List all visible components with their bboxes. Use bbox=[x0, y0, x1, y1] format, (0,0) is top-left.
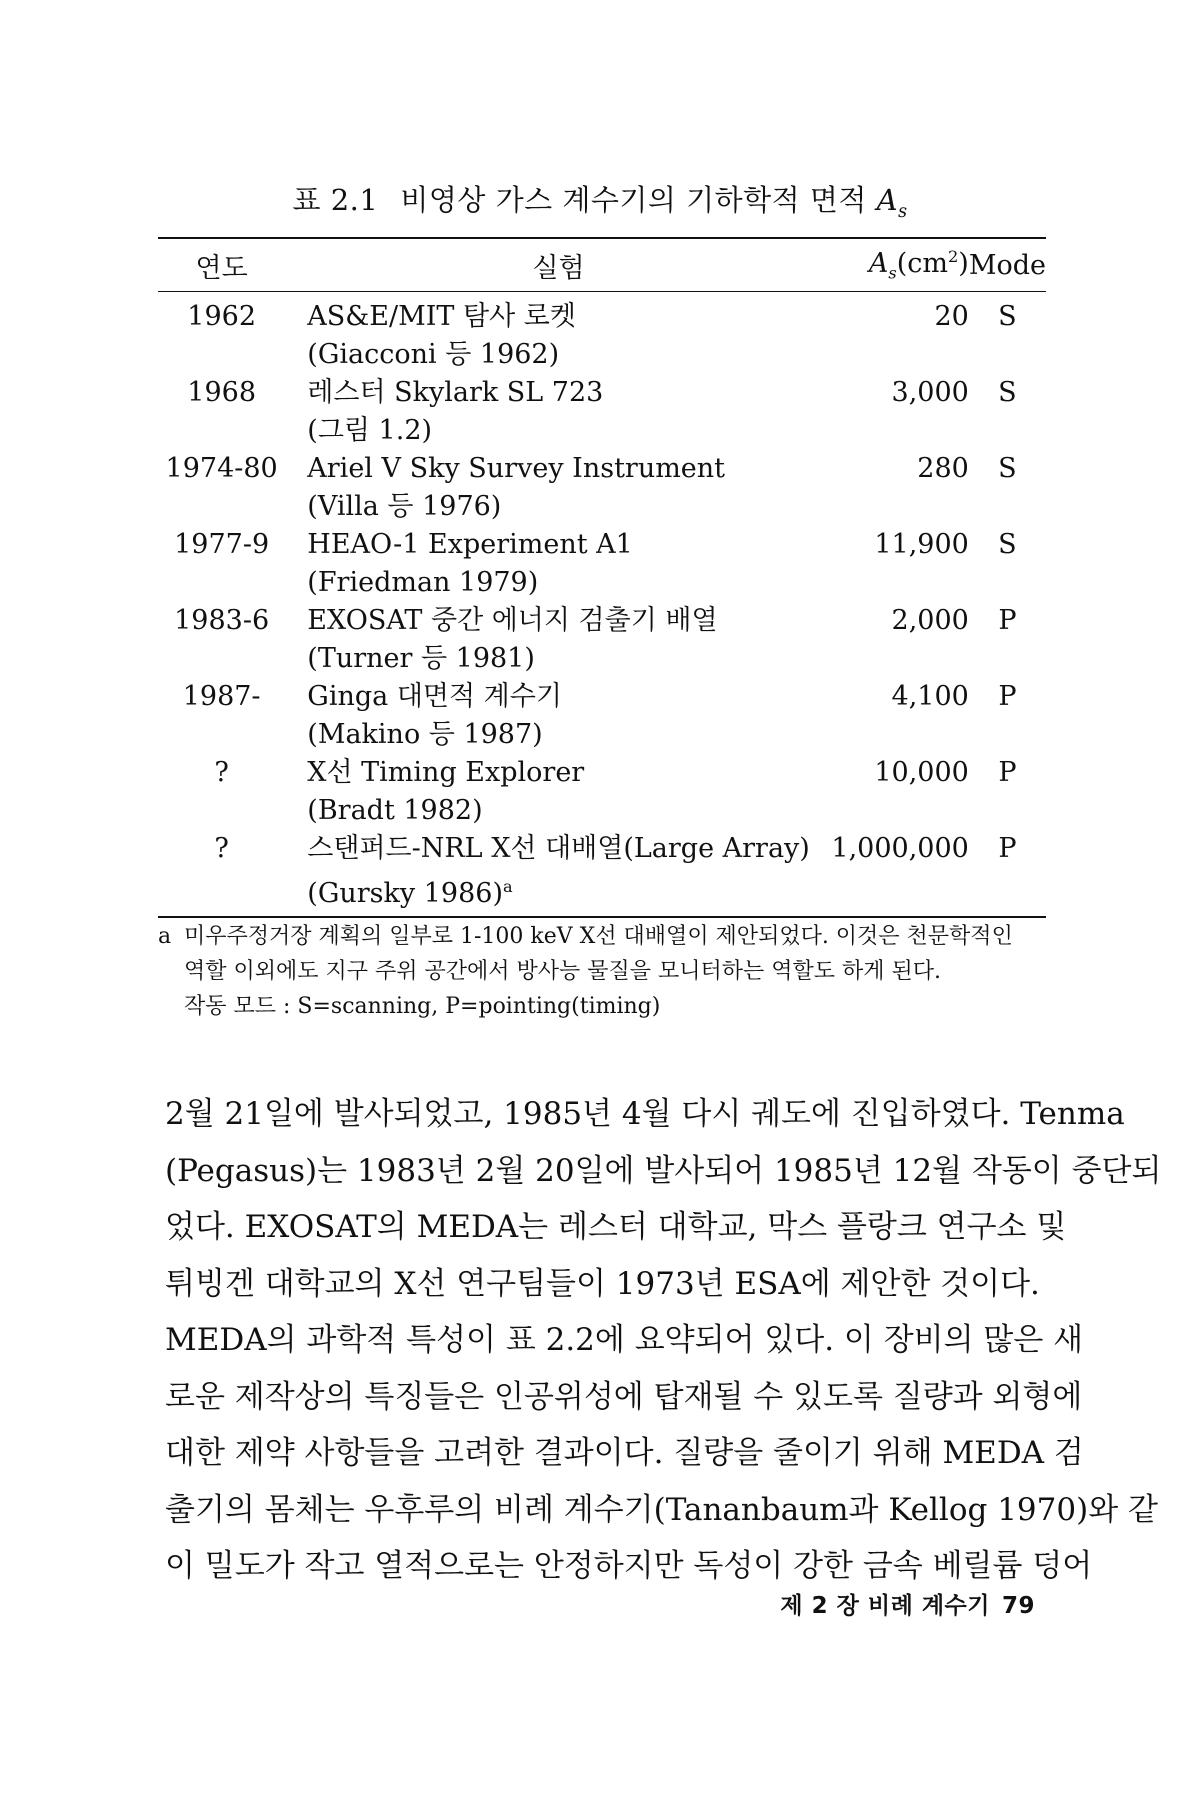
header-year: 연도 bbox=[158, 238, 285, 292]
cell-year: 1983-6 bbox=[174, 605, 270, 636]
table-footnote bbox=[158, 919, 1058, 1024]
table-row bbox=[158, 374, 1046, 450]
experiment-name: 레스터 Skylark SL 723 bbox=[307, 377, 604, 408]
footnote-reference: a bbox=[502, 877, 513, 896]
body-line: 로운 제작상의 특징들은 인공위성에 탑재될 수 있도록 질량과 외형에 bbox=[165, 1378, 1083, 1415]
cell-area: 1,000,000 bbox=[810, 830, 969, 917]
table-caption bbox=[0, 178, 1200, 222]
cell-area: 280 bbox=[917, 453, 969, 484]
running-footer bbox=[780, 1587, 1035, 1620]
footnote-line-3: 작동 모드 : S=scanning, P=pointing(timing) bbox=[184, 994, 661, 1019]
area-symbol: $A_s$ bbox=[876, 183, 908, 222]
cell-year: 1968 bbox=[187, 377, 256, 408]
cell-area: 10,000 bbox=[874, 757, 969, 788]
table-row bbox=[158, 602, 1046, 678]
counter-area-table bbox=[158, 237, 1046, 918]
cell-experiment bbox=[285, 292, 810, 375]
footnote-line-1: a 미우주정거장 계획의 일부로 1-100 keV X선 대배열이 제안되었다. 이것은 천문학적인 bbox=[158, 919, 1058, 954]
cell-mode: P bbox=[998, 605, 1017, 636]
experiment-name: X선 Timing Explorer bbox=[307, 757, 585, 788]
cell-experiment bbox=[285, 678, 810, 754]
table-title: 비영상 가스 계수기의 기하학적 면적 bbox=[400, 183, 867, 217]
cell-experiment bbox=[285, 526, 810, 602]
body-line: MEDA의 과학적 특성이 표 2.2에 요약되어 있다. 이 장비의 많은 새 bbox=[165, 1322, 1084, 1358]
cell-area: 20 bbox=[934, 301, 969, 332]
cell-year: ? bbox=[158, 830, 285, 917]
experiment-reference: (Friedman 1979) bbox=[307, 567, 539, 598]
cell-experiment bbox=[285, 374, 810, 450]
cell-year: 1962 bbox=[187, 301, 256, 332]
header-area: $A_s(cm^2)$ bbox=[810, 238, 969, 292]
cell-mode: S bbox=[998, 377, 1017, 408]
cell-experiment bbox=[285, 450, 810, 526]
page-number: 79 bbox=[1001, 1593, 1035, 1619]
header-experiment: 실험 bbox=[285, 238, 810, 292]
body-line: 2월 21일에 발사되었고, 1985년 4월 다시 궤도에 진입하였다. Tenma bbox=[165, 1096, 1125, 1132]
experiment-name: Ginga 대면적 계수기 bbox=[307, 681, 562, 712]
body-line: 튀빙겐 대학교의 X선 연구팀들이 1973년 ESA에 제안한 것이다. bbox=[165, 1265, 1040, 1302]
body-line: (Pegasus)는 1983년 2월 20일에 발사되어 1985년 12월 작동이 중단되 bbox=[165, 1152, 1162, 1189]
experiment-name: AS&E/MIT 탐사 로켓 bbox=[307, 301, 576, 332]
cell-mode: P bbox=[969, 830, 1046, 917]
cell-area: 4,100 bbox=[891, 681, 969, 712]
body-line: 었다. EXOSAT의 MEDA는 레스터 대학교, 막스 플랑크 연구소 및 bbox=[165, 1209, 1067, 1245]
experiment-reference: (Gursky 1986)$^a$ bbox=[307, 877, 513, 909]
experiment-name: HEAO-1 Experiment A1 bbox=[307, 529, 633, 560]
cell-mode: P bbox=[998, 757, 1017, 788]
cell-year: 1974-80 bbox=[165, 453, 278, 484]
table-row bbox=[158, 526, 1046, 602]
footnote-line-2: 역할 이외에도 지구 주위 공간에서 방사능 물질을 모니터하는 역할도 하게 된다. bbox=[184, 959, 941, 984]
cell-mode: S bbox=[998, 301, 1017, 332]
cell-mode: P bbox=[998, 681, 1017, 712]
body-line: 대한 제약 사항들을 고려한 결과이다. 질량을 줄이기 위해 MEDA 검 bbox=[165, 1435, 1084, 1471]
cell-year: 1977-9 bbox=[174, 529, 270, 560]
cell-mode: S bbox=[998, 453, 1017, 484]
body-paragraph bbox=[165, 1086, 1162, 1595]
experiment-name: 스탠퍼드-NRL X선 대배열(Large Array) bbox=[307, 833, 810, 864]
experiment-reference: (Makino 등 1987) bbox=[307, 719, 543, 750]
cell-area: 2,000 bbox=[891, 605, 969, 636]
cell-area: 11,900 bbox=[874, 529, 969, 560]
table-header-row bbox=[158, 238, 1046, 292]
cell-experiment bbox=[285, 830, 810, 917]
table-row bbox=[158, 292, 1046, 375]
table-row bbox=[158, 754, 1046, 830]
cell-year: 1987- bbox=[182, 681, 261, 712]
experiment-reference: (그림 1.2) bbox=[307, 415, 433, 446]
cell-experiment bbox=[285, 602, 810, 678]
table-row bbox=[158, 450, 1046, 526]
experiment-name: EXOSAT 중간 에너지 검출기 배열 bbox=[307, 605, 718, 636]
chapter-title: 제 2 장 비례 계수기 bbox=[780, 1593, 990, 1619]
experiment-reference: (Bradt 1982) bbox=[307, 795, 483, 826]
table-row bbox=[158, 830, 1046, 917]
cell-area: 3,000 bbox=[891, 377, 969, 408]
cell-year: ? bbox=[214, 757, 229, 788]
footnote-mark: a bbox=[158, 924, 172, 949]
table-row bbox=[158, 678, 1046, 754]
body-line: 이 밀도가 작고 열적으로는 안정하지만 독성이 강한 금속 베릴륨 덩어 bbox=[165, 1548, 1093, 1584]
cell-mode: S bbox=[998, 529, 1017, 560]
body-line: 출기의 몸체는 우후루의 비례 계수기(Tananbaum과 Kellog 1970)와 같 bbox=[165, 1491, 1158, 1528]
experiment-reference: (Giacconi 등 1962) bbox=[307, 339, 560, 370]
experiment-reference: (Villa 등 1976) bbox=[307, 491, 502, 522]
experiment-reference: (Turner 등 1981) bbox=[307, 643, 535, 674]
table-number: 표 2.1 bbox=[292, 183, 379, 217]
cell-experiment bbox=[285, 754, 810, 830]
experiment-name: Ariel V Sky Survey Instrument bbox=[307, 453, 726, 484]
header-mode: Mode bbox=[969, 238, 1046, 292]
